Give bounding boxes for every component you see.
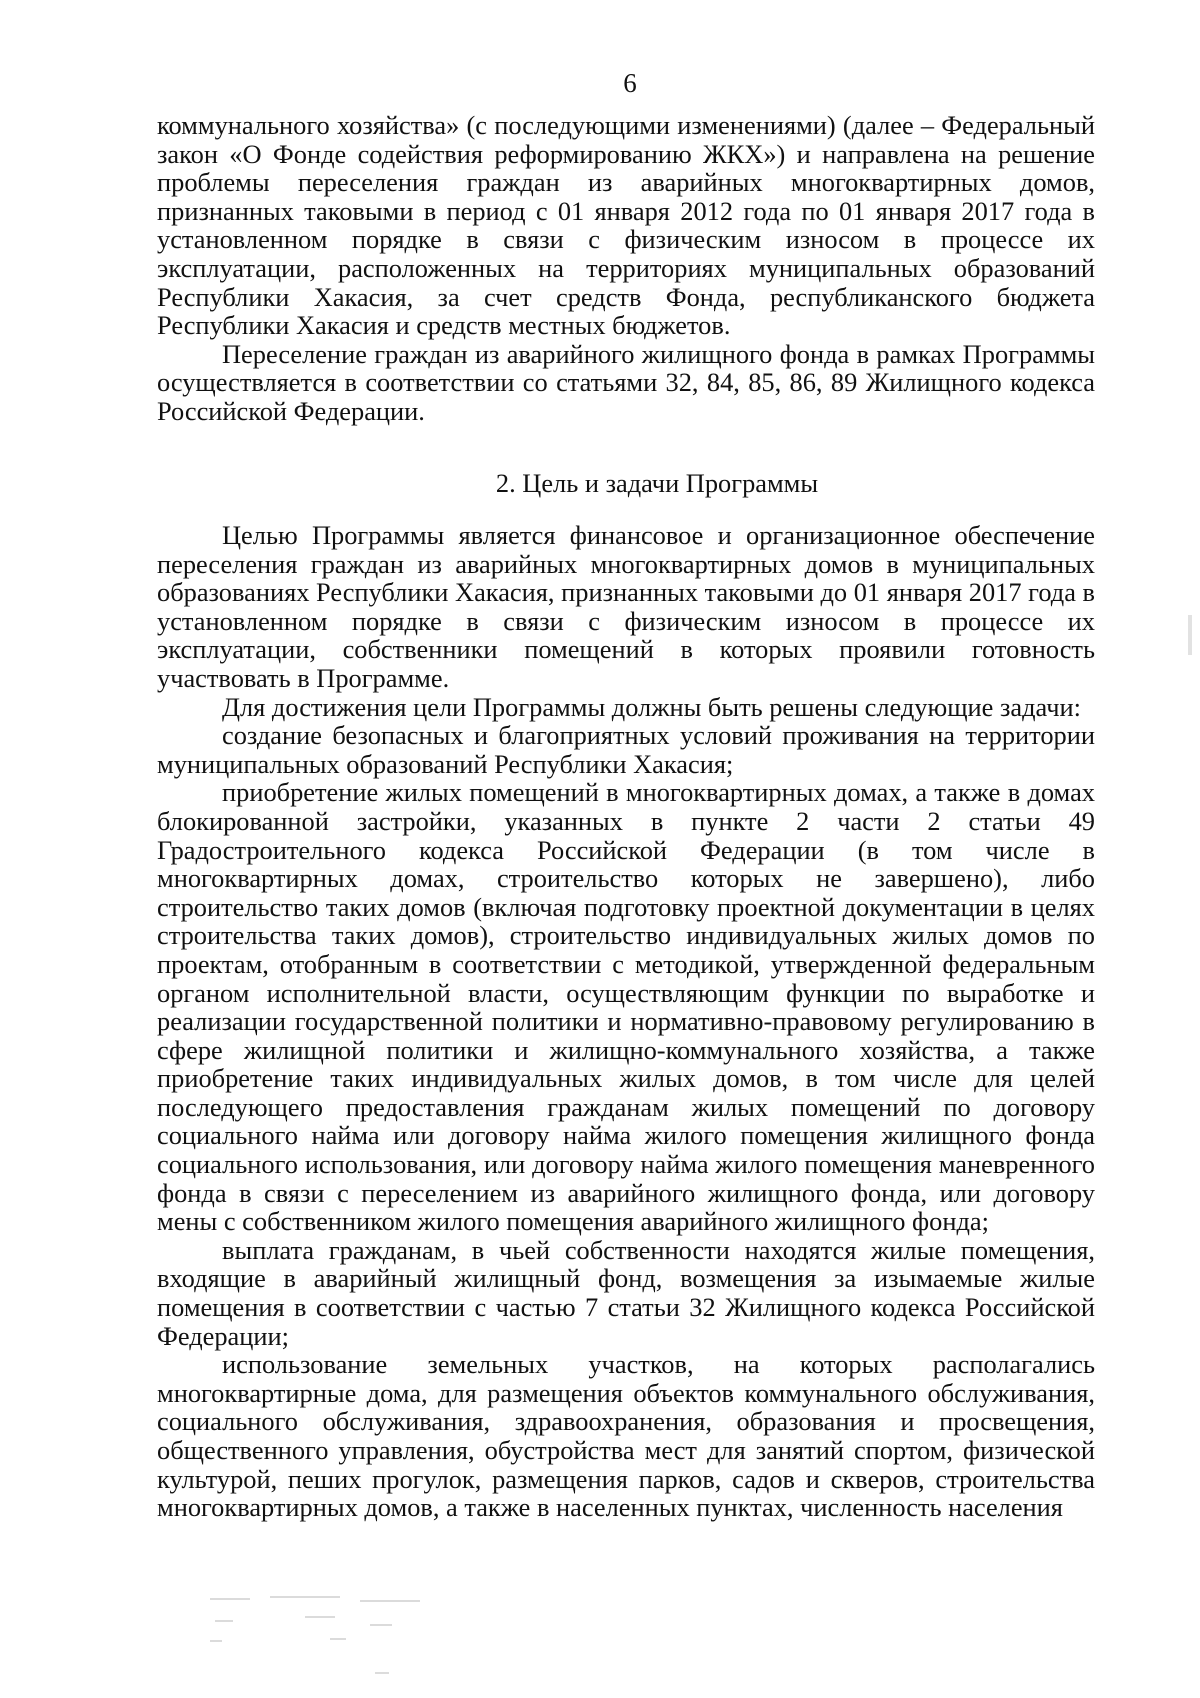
scan-edge-artifact: [1188, 615, 1192, 655]
paragraph: Переселение граждан из аварийного жилищного фонда в рамках Программы осуществляется в соответствии со статьями 32, 84, 85, 86, 89 Жилищного кодекса Российской Федерации.: [157, 338, 1095, 426]
paragraph: Целью Программы является финансовое и организационное обеспечение переселения граждан из аварийных многоквартирных домов в муниципальных образованиях Республики Хакасия, признанных таковыми до 01 января 2017 года в установленном порядке в связи с физическим износом в процессе их эксплуатации, собственники помещений в которых проявили готовность участвовать в Программе.: [157, 520, 1095, 693]
paragraph: выплата гражданам, в чьей собственности находятся жилые помещения, входящие в аварийный жилищный фонд, возмещения за изымаемые жилые помещения в соответствии с частью 7 статьи 32 Жилищного кодекса Российской Федерации;: [157, 1234, 1095, 1351]
section-heading: 2. Цель и задачи Программы: [495, 468, 819, 498]
paragraph: Для достижения цели Программы должны быть решены следующие задачи:: [222, 691, 1081, 722]
paragraph: коммунального хозяйства» (с последующими изменениями) (далее – Федеральный закон «О Фонде содействия реформированию ЖКХ») и направлена на решение проблемы переселения граждан из аварийных многоквартирных домов, признанных таковыми в период с 01 января 2012 года по 01 января 2017 года в установленном порядке в связи с физическим износом в процессе их эксплуатации, расположенных на территориях муниципальных образований Республики Хакасия, за счет средств Фонда, республиканского бюджета Республики Хакасия и средств местных бюджетов.: [157, 110, 1095, 341]
paragraph: создание безопасных и благоприятных условий проживания на территории муниципальных образований Республики Хакасия;: [157, 720, 1095, 779]
intro-text-block: [157, 111, 1095, 426]
page-number: 6: [623, 68, 637, 98]
paragraph: приобретение жилых помещений в многоквартирных домах, а также в домах блокированной застройки, указанных в пункте 2 части 2 статьи 49 Градостроительного кодекса Российской Федерации (в том числе в многоквартирных домах, строительство которых не завершено), либо строительство таких домов (включая подготовку проектной документации в целях строительства таких домов), строительство индивидуальных жилых домов по проектам, отобранным в соответствии с методикой, утвержденной федеральным органом исполнительной власти, осуществляющим функции по выработке и реализации государственной политики и нормативно-правовому регулированию в сфере жилищной политики и жилищно-коммунального хозяйства, а также приобретение таких индивидуальных жилых домов, в том числе для целей последующего предоставления гражданам жилых помещений по договору социального найма или договору найма жилого помещения жилищного фонда социального использования, или договору найма жилого помещения маневренного фонда в связи с переселением из аварийного жилищного фонда, или договору мены с собственником жилого помещения аварийного жилищного фонда;: [157, 777, 1095, 1237]
paragraph: использование земельных участков, на которых располагались многоквартирные дома, для размещения объектов коммунального обслуживания, социального обслуживания, здравоохранения, образования и просвещения, общественного управления, обустройства мест для занятий спортом, физической культурой, пеших прогулок, размещения парков, садов и скверов, строительства многоквартирных домов, а также в населенных пунктах, численность населения: [157, 1349, 1095, 1523]
scan-noise-artifact: [210, 1590, 440, 1680]
section-text-block: [157, 521, 1095, 1522]
